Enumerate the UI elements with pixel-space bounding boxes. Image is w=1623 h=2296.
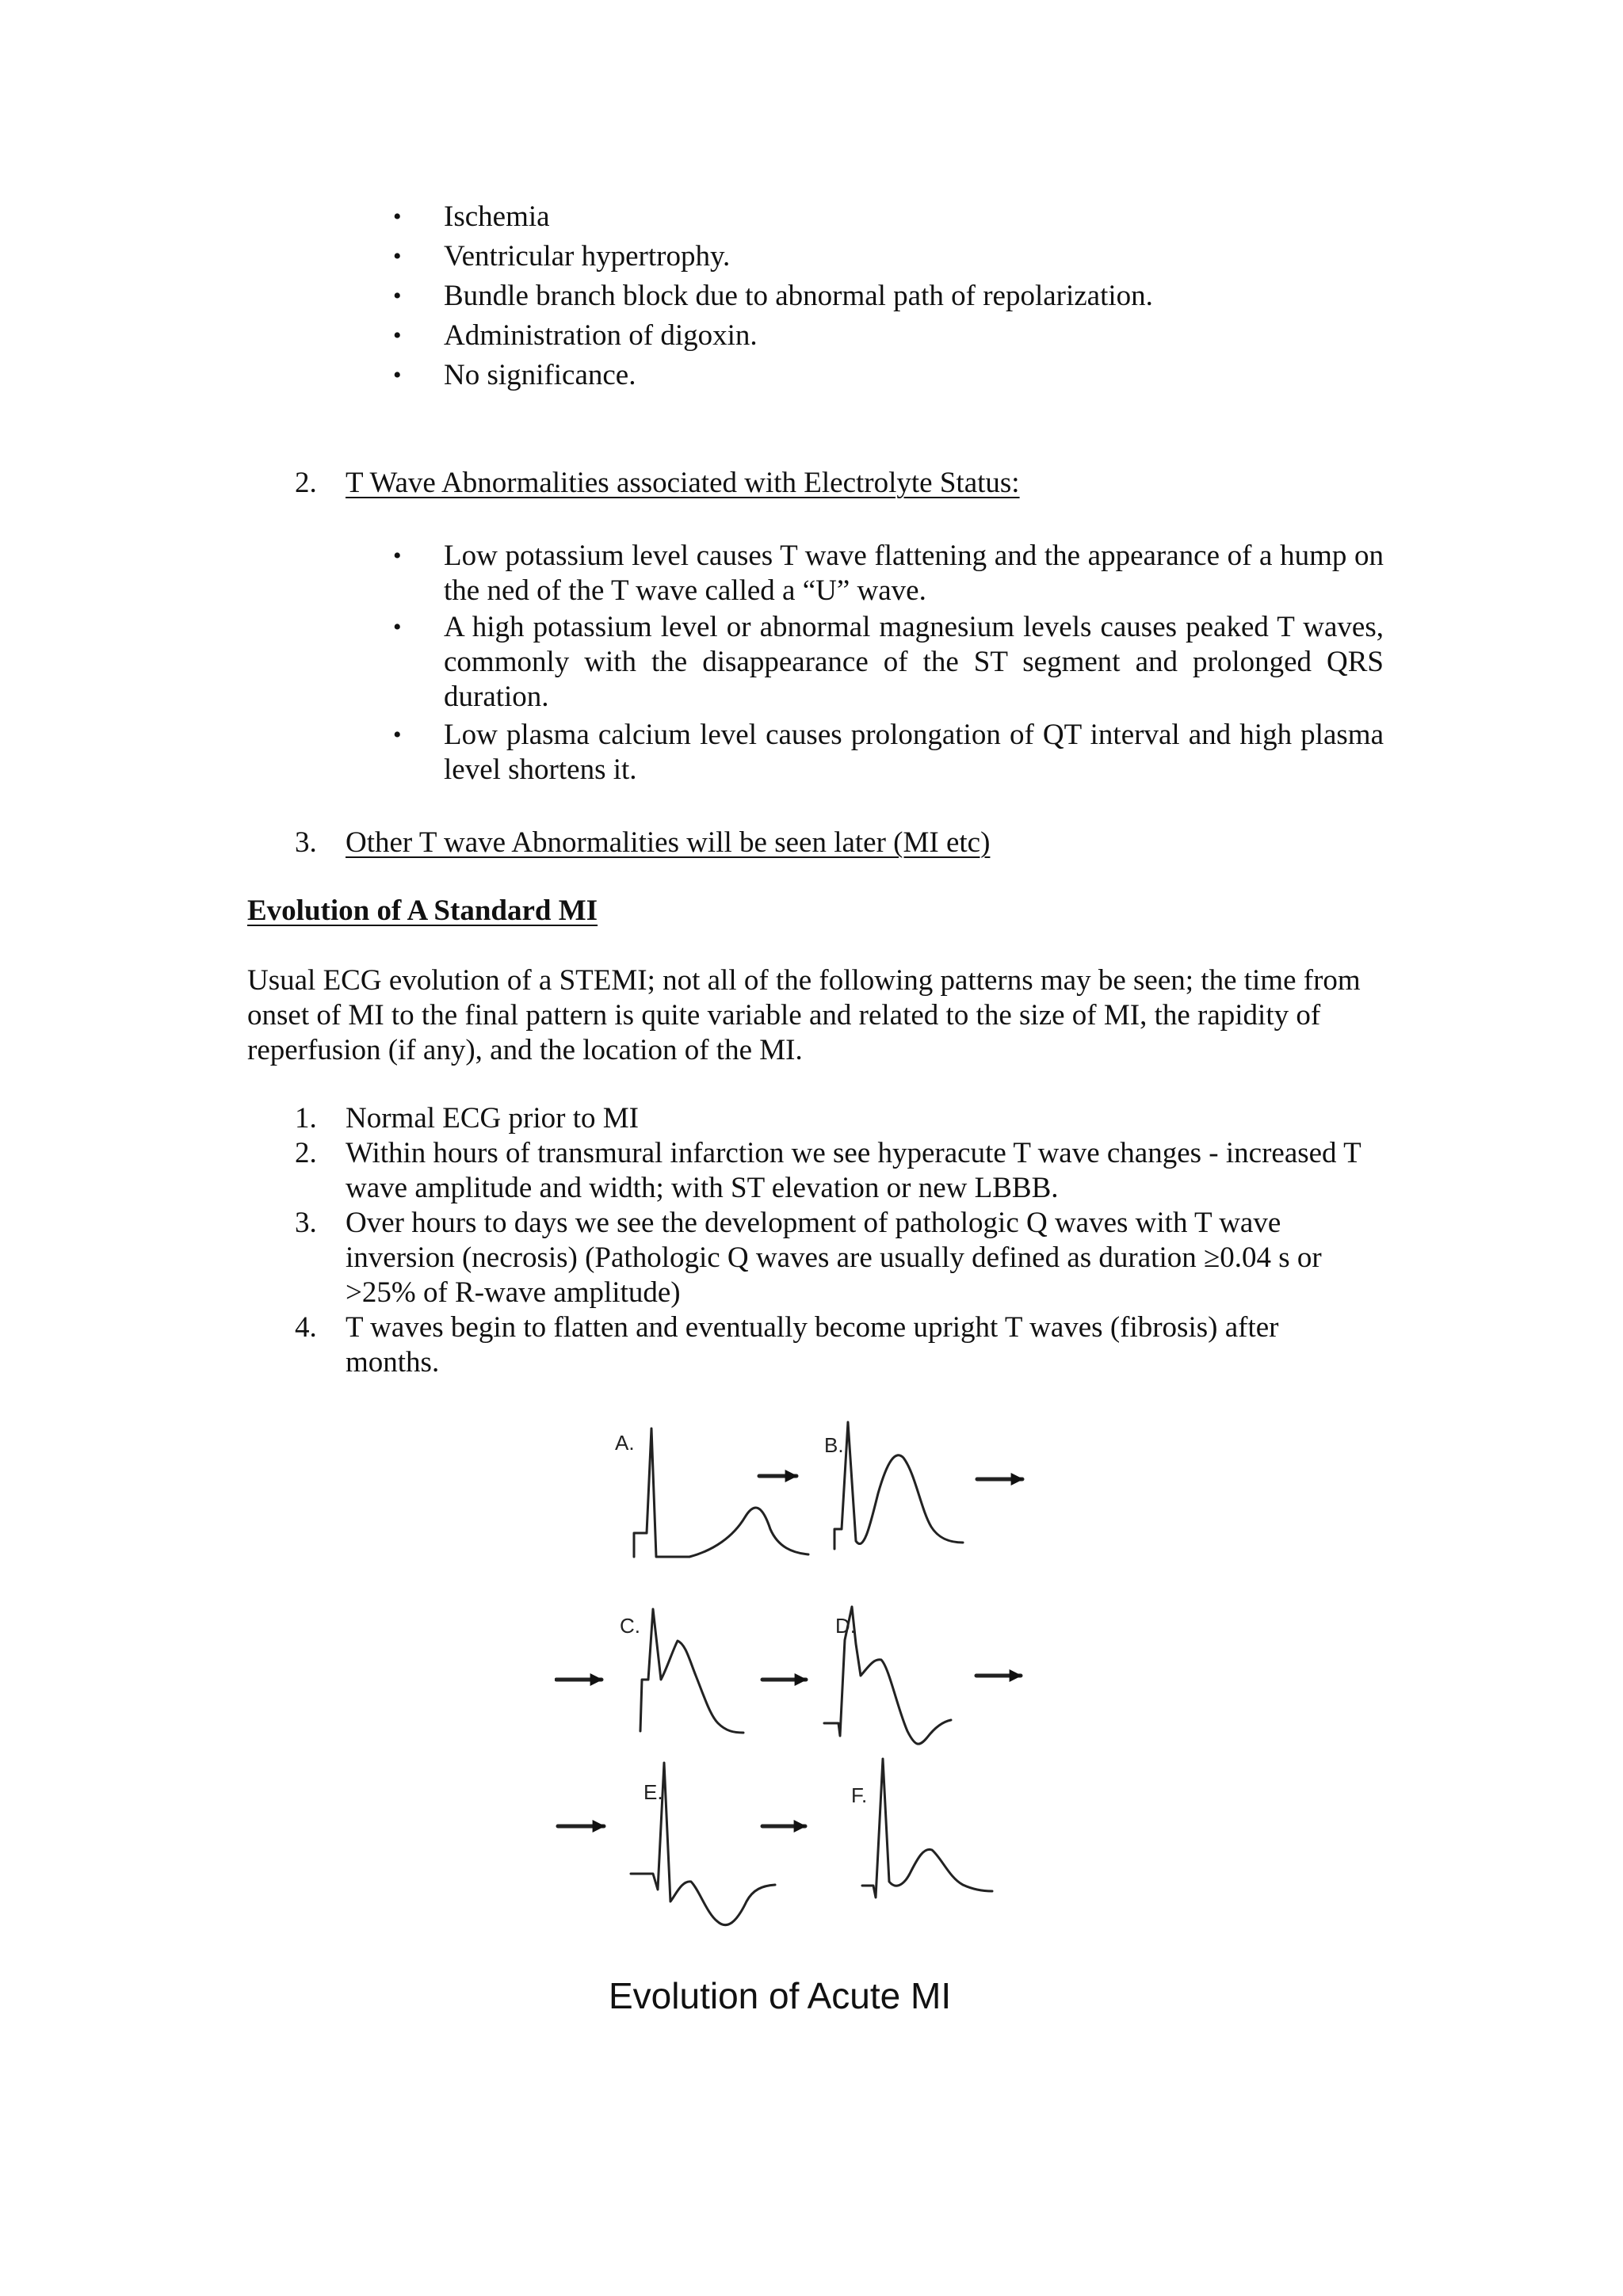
list-item: Administration of digoxin. bbox=[444, 319, 758, 352]
list-item: Bundle branch block due to abnormal path of repolarization. bbox=[444, 280, 1153, 312]
list-item: A high potassium level or abnormal magnesium levels causes peaked T waves, commonly with the disappearance of the ST segment and prolonged QRS duration. bbox=[444, 611, 1384, 713]
bullet-icon: • bbox=[393, 283, 402, 309]
ecg-trace-a bbox=[634, 1428, 808, 1557]
list-item: Low plasma calcium level causes prolongation of QT interval and high plasma level shortens it. bbox=[444, 719, 1384, 786]
section-heading: Other T wave Abnormalities will be seen later (MI etc) bbox=[346, 826, 991, 859]
panel-label-e: E. bbox=[643, 1780, 663, 1804]
evolution-heading: Evolution of A Standard MI bbox=[247, 894, 598, 927]
panel-label-a: A. bbox=[615, 1431, 635, 1455]
bullet-icon: • bbox=[393, 322, 402, 349]
section-number: 3. bbox=[295, 826, 317, 859]
ecg-evolution-figure bbox=[555, 1406, 1078, 2032]
list-item: Ischemia bbox=[444, 200, 550, 233]
panel-label-f: F. bbox=[851, 1783, 868, 1807]
step-number: 4. bbox=[295, 1311, 317, 1344]
list-item: Over hours to days we see the development of pathologic Q waves with T wave inversion (necrosis) (Pathologic Q waves are usually defined as duration ≥0.04 s or >25% of R-wave amplitude) bbox=[346, 1207, 1322, 1309]
ecg-trace-f bbox=[862, 1759, 992, 1897]
ecg-trace-b bbox=[834, 1422, 963, 1549]
figure-caption: Evolution of Acute MI bbox=[609, 1975, 952, 2016]
ecg-trace-c bbox=[640, 1609, 743, 1733]
step-number: 2. bbox=[295, 1137, 317, 1169]
list-item: T waves begin to flatten and eventually become upright T waves (fibrosis) after months. bbox=[346, 1311, 1279, 1379]
panel-label-d: D. bbox=[835, 1614, 856, 1638]
panel-label-b: B. bbox=[824, 1433, 844, 1457]
bullet-icon: • bbox=[393, 722, 402, 748]
list-item: No significance. bbox=[444, 359, 636, 391]
bullet-icon: • bbox=[393, 614, 402, 640]
bullet-icon: • bbox=[393, 243, 402, 269]
step-number: 3. bbox=[295, 1207, 317, 1239]
list-item: Normal ECG prior to MI bbox=[346, 1102, 639, 1135]
bullet-icon: • bbox=[393, 204, 402, 230]
step-number: 1. bbox=[295, 1102, 317, 1135]
list-item: Low potassium level causes T wave flattening and the appearance of a hump on the ned of the T wave called a “U” wave. bbox=[444, 540, 1384, 607]
list-item: Within hours of transmural infarction we see hyperacute T wave changes - increased T wave amplitude and width; with ST elevation or new LBBB. bbox=[346, 1137, 1361, 1204]
evolution-intro: Usual ECG evolution of a STEMI; not all of the following patterns may be seen; the time from onset of MI to the final pattern is quite variable and related to the size of MI, the rapidity of reperfusion (if any), and the location of the MI. bbox=[247, 964, 1361, 1066]
panel-label-c: C. bbox=[620, 1614, 640, 1638]
bullet-icon: • bbox=[393, 362, 402, 388]
bullet-icon: • bbox=[393, 543, 402, 569]
section-heading: T Wave Abnormalities associated with Electrolyte Status: bbox=[346, 467, 1020, 499]
section-number: 2. bbox=[295, 467, 317, 499]
list-item: Ventricular hypertrophy. bbox=[444, 240, 731, 273]
